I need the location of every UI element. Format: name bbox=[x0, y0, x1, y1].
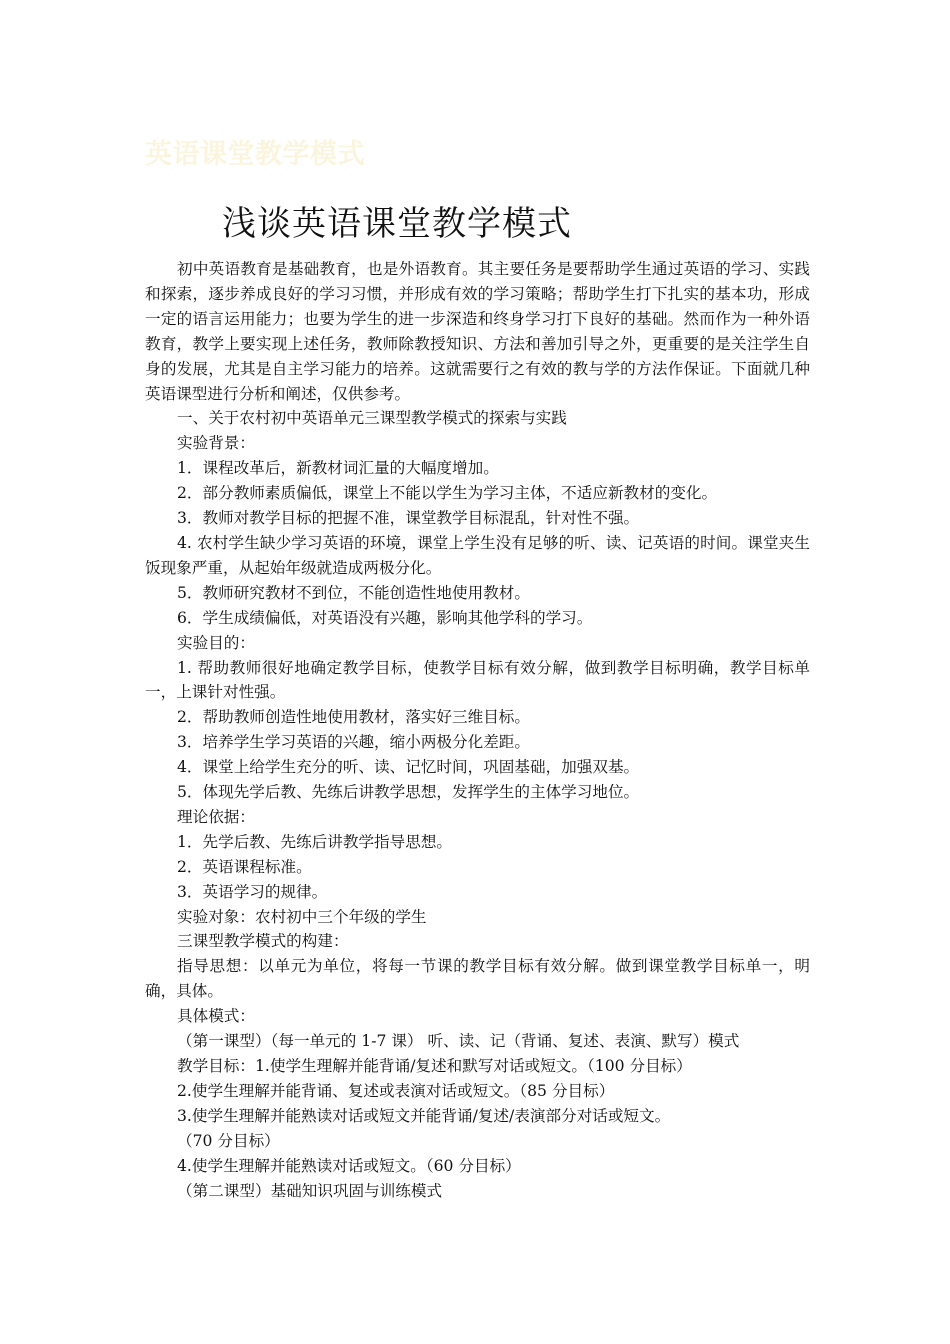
list-item: 1．先学后教、先练后讲教学指导思想。 bbox=[177, 832, 453, 851]
goal-item: 3.使学生理解并能熟读对话或短文并能背诵/复述/表演部分对话或短文。 bbox=[177, 1106, 671, 1125]
document-body bbox=[145, 257, 810, 1203]
list-item: 3．英语学习的规律。 bbox=[177, 882, 328, 901]
goal-item: 2.使学生理解并能背诵、复述或表演对话或短文。（85 分目标） bbox=[177, 1081, 615, 1100]
subheading-theory: 理论依据： bbox=[177, 807, 255, 826]
subheading-purpose: 实验目的： bbox=[177, 633, 255, 652]
list-item: 5．教师研究教材不到位，不能创造性地使用教材。 bbox=[177, 583, 530, 602]
list-item: 1．课程改革后，新教材词汇量的大幅度增加。 bbox=[177, 459, 499, 478]
goal-item: 4.使学生理解并能熟读对话或短文。（60 分目标） bbox=[177, 1156, 521, 1175]
goal-item: 教学目标：1.使学生理解并能背诵/复述和默写对话或短文。（100 分目标） bbox=[177, 1057, 692, 1075]
goal-item: （70 分目标） bbox=[177, 1131, 280, 1150]
list-item: 5．体现先学后教、先练后讲教学思想，发挥学生的主体学习地位。 bbox=[177, 783, 640, 802]
list-item: 2．英语课程标准。 bbox=[177, 857, 312, 876]
section-heading: 一、关于农村初中英语单元三课型教学模式的探索与实践 bbox=[177, 409, 567, 428]
watermark-header: 英语课堂教学模式 bbox=[145, 139, 365, 170]
intro-paragraph: 初中英语教育是基础教育，也是外语教育。其主要任务是要帮助学生通过英语的学习、实践和探索，逐步养成良好的学习习惯，并形成有效的学习策略；帮助学生打下扎实的基本功，形成一定的语言运用能力；也要为学生的进一步深造和终身学习打下良好的基础。然而作为一种外语教育，教学上要实现上述任务，教师除教授知识、方法和善加引导之外，更重要的是关注学生自身的发展，尤其是自主学习能力的培养。这就需要行之有效的教与学的方法作保证。下面就几种英语课型进行分析和阐述，仅供参考。 bbox=[145, 260, 810, 403]
document-title: 浅谈英语课堂教学模式 bbox=[222, 204, 572, 244]
subheading-construction: 三课型教学模式的构建： bbox=[177, 932, 349, 951]
list-item: 3．培养学生学习英语的兴趣，缩小两极分化差距。 bbox=[177, 733, 530, 752]
list-item: 6．学生成绩偏低，对英语没有兴趣，影响其他学科的学习。 bbox=[177, 608, 593, 627]
list-item: 3．教师对教学目标的把握不准，课堂教学目标混乱，针对性不强。 bbox=[177, 509, 640, 528]
guiding-thought: 指导思想：以单元为单位，将每一节课的教学目标有效分解。做到课堂教学目标单一，明确，具体。 bbox=[145, 957, 810, 1001]
list-item: 4．课堂上给学生充分的听、读、记忆时间，巩固基础，加强双基。 bbox=[177, 758, 640, 777]
subject-line: 实验对象：农村初中三个年级的学生 bbox=[177, 907, 427, 926]
subheading-background: 实验背景： bbox=[177, 434, 255, 453]
list-item: 2．帮助教师创造性地使用教材，落实好三维目标。 bbox=[177, 708, 530, 727]
subheading-mode: 具体模式： bbox=[177, 1007, 255, 1026]
list-item: 2．部分教师素质偏低，课堂上不能以学生为学习主体，不适应新教材的变化。 bbox=[177, 484, 718, 503]
lesson-type-2: （第二课型）基础知识巩固与训练模式 bbox=[177, 1181, 443, 1200]
list-item: 1. 帮助教师很好地确定教学目标，使教学目标有效分解，做到教学目标明确，教学目标单一，上课针对性强。 bbox=[145, 658, 810, 702]
list-item: 4. 农村学生缺少学习英语的环境，课堂上学生没有足够的听、读、记英语的时间。课堂夹生饭现象严重，从起始年级就造成两极分化。 bbox=[145, 533, 810, 577]
lesson-type-1: （第一课型）（每一单元的 1-7 课） 听、读、记（背诵、复述、表演、默写）模式 bbox=[177, 1032, 740, 1051]
